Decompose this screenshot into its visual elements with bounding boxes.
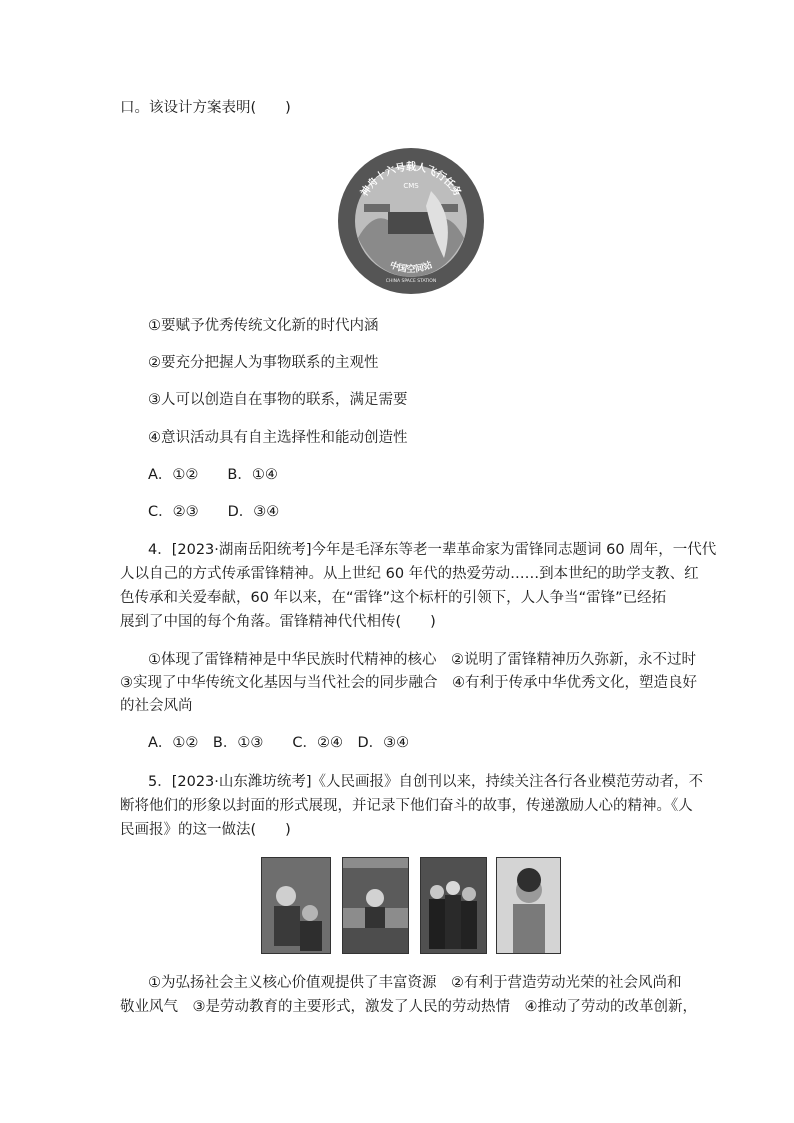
q4-stem-line-2: 人以自己的方式传承雷锋精神。从上世纪 60 年代的热爱劳动……到本世纪的助学支教、红 <box>120 566 699 582</box>
q3-option-2: ②要充分把握人为事物联系的主观性 <box>148 355 379 371</box>
magazine-cover-photo-1 <box>261 857 331 954</box>
emblem-top-text: 神舟十六号载人飞行任务 <box>359 162 463 199</box>
q4-options-line-2: ③实现了中华传统文化基因与当代社会的同步融合 ④有利于传承中华优秀文化，塑造良好 <box>120 675 697 691</box>
emblem-bottom-text: 中国空间站 <box>387 260 435 276</box>
q3-choices-row-1: A．①② B．①④ <box>148 467 278 483</box>
q4-options-line-3: 的社会风尚 <box>120 698 193 714</box>
q5-stem-line-1: 5．[2023·山东潍坊统考]《人民画报》自创刊以来，持续关注各行各业模范劳动者，不 <box>148 774 704 790</box>
q5-stem-line-3: 民画报》的这一做法( ) <box>120 822 291 838</box>
q4-stem-line-3: 色传承和关爱奉献，60 年以来，在“雷锋”这个标杆的引领下，人人争当“雷锋”已经拓 <box>120 590 667 606</box>
q4-stem-line-1: 4．[2023·湖南岳阳统考]今年是毛泽东等老一辈革命家为雷锋同志题词 60 周年，一代代 <box>148 542 717 558</box>
emblem-station-body <box>388 212 434 234</box>
q3-option-3: ③人可以创造自在事物的联系，满足需要 <box>148 392 408 408</box>
q5-options-line-2: 敬业风气 ③是劳动教育的主要形式，激发了人民的劳动热情 ④推动了劳动的改革创新， <box>120 999 697 1015</box>
q5-stem-line-2: 断将他们的形象以封面的形式展现，并记录下他们奋斗的故事，传递激励人心的精神。《人 <box>120 798 693 814</box>
q4-options-line-1: ①体现了雷锋精神是中华民族时代精神的核心 ②说明了雷锋精神历久弥新，永不过时 <box>148 652 696 668</box>
q3-option-4: ④意识活动具有自主选择性和能动创造性 <box>148 430 408 446</box>
emblem-solar-panel-left <box>364 204 390 212</box>
emblem-bottom-en-text: CHINA SPACE STATION <box>385 279 437 284</box>
q3-choices-row-2: C．②③ D．③④ <box>148 504 280 520</box>
q5-options-line-1: ①为弘扬社会主义核心价值观提供了丰富资源 ②有利于营造劳动光荣的社会风尚和 <box>148 975 682 991</box>
magazine-cover-photo-3 <box>420 857 487 954</box>
magazine-cover-photo-2 <box>342 857 409 954</box>
magazine-cover-photo-4 <box>496 857 561 954</box>
q4-stem-line-4: 展到了中国的每个角落。雷锋精神代代相传( ) <box>120 614 436 630</box>
q3-stem-tail: 口。该设计方案表明( ) <box>120 100 291 116</box>
emblem-cms-logo: CMS <box>403 182 419 190</box>
q4-choices: A．①② B．①③ C．②④ D．③④ <box>148 735 410 751</box>
shenzhou-mission-emblem <box>336 146 486 296</box>
q3-option-1: ①要赋予优秀传统文化新的时代内涵 <box>148 318 379 334</box>
